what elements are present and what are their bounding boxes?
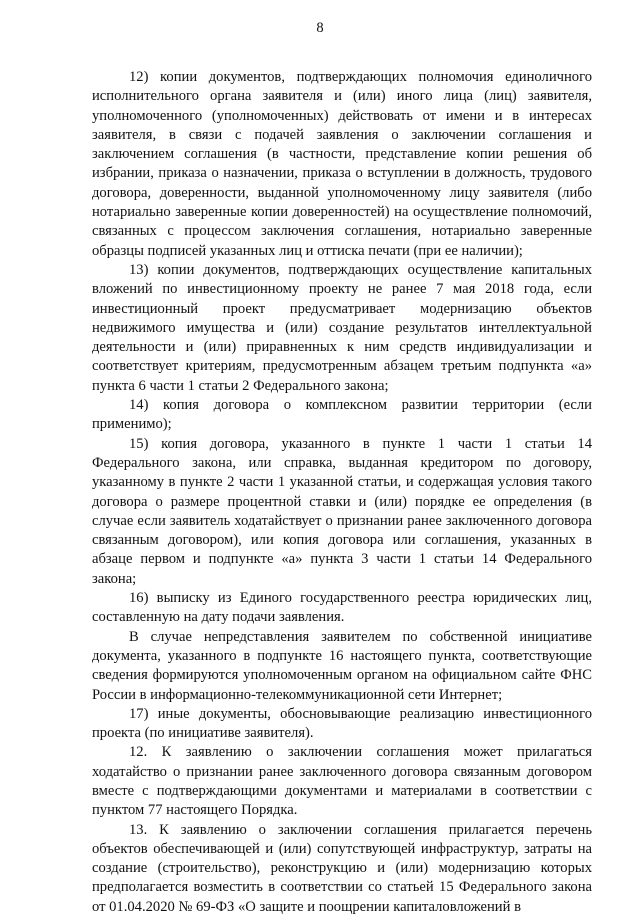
paragraph-item-14: 14) копия договора о комплексном развитии территории (если применимо); (92, 397, 592, 433)
paragraph-item-16: 16) выписку из Единого государственного реестра юридических лиц, составленную на дату подачи заявления. (92, 590, 592, 626)
paragraph-item-15: 15) копия договора, указанного в пункте 1 части 1 статьи 14 Федерального закона, или справка, выданная кредитором по договору, указанному в пункте 2 части 1 указанной статьи, и содержащая условия такого договора о размере процентной ставки и (или) порядке ее определения (в случае если заявитель ходатайствует о признании ранее заключенного договора связанным договором), или копия договора или соглашения, указанных в абзаце первом и подпункте «а» пункта 3 части 1 статьи 14 Федерального закона; (92, 435, 592, 587)
paragraph-item-13: 13) копии документов, подтверждающих осуществление капитальных вложений по инвестиционному проекту не ранее 7 мая 2018 года, если инвестиционный проект предусматривает модернизацию объектов недвижимого имущества и (или) создание результатов интеллектуальной деятельности и (или) приравненных к ним средств индивидуализации и соответствует критериям, предусмотренным абзацем третьим подпункта «а» пункта 6 части 1 статьи 2 Федерального закона; (92, 261, 592, 394)
paragraph-section-13: 13. К заявлению о заключении соглашения прилагается перечень объектов обеспечивающей и (или) сопутствующей инфраструктур, затраты на создание (строительство), реконструкцию и (или) модернизацию которых предполагается возместить в соответствии со статьей 15 Федерального закона от 01.04.2020 № 69-ФЗ «О защите и поощрении капиталовложений в (92, 821, 592, 915)
page-number: 8 (316, 20, 324, 36)
paragraph-item-12: 12) копии документов, подтверждающих полномочия единоличного исполнительного органа заявителя и (или) иного лица (лиц) заявителя, уполномоченного (уполномоченных) действовать от имени и в интересах заявителя, в связи с подачей заявления о заключении соглашения и заключением соглашения (в частности, представление копии решения об избрании, приказа о назначении, приказа о вступлении в должность, трудового договора, доверенности, выданной уполномоченному лицу заявителя (либо нотариально заверенные копии доверенностей) на осуществление полномочий, связанных с процессом заключения соглашения, нотариально заверенные образцы подписей указанных лиц и оттиска печати (при ее наличии); (92, 69, 592, 259)
paragraph-item-17: 17) иные документы, обосновывающие реализацию инвестиционного проекта (по инициативе заявителя). (92, 705, 592, 742)
paragraph-section-12: 12. К заявлению о заключении соглашения может прилагаться ходатайство о признании ранее заключенного договора связанным договором вместе с подтверждающими документами и материалами в соответствии с пунктом 77 настоящего Порядка. (92, 744, 592, 819)
document-body (92, 68, 592, 917)
paragraph-note-item-16: В случае непредставления заявителем по собственной инициативе документа, указанного в подпункте 16 настоящего пункта, соответствующие сведения формируются уполномоченным органом на официальном сайте ФНС России в информационно-телекоммуникационной сети Интернет; (92, 628, 592, 703)
